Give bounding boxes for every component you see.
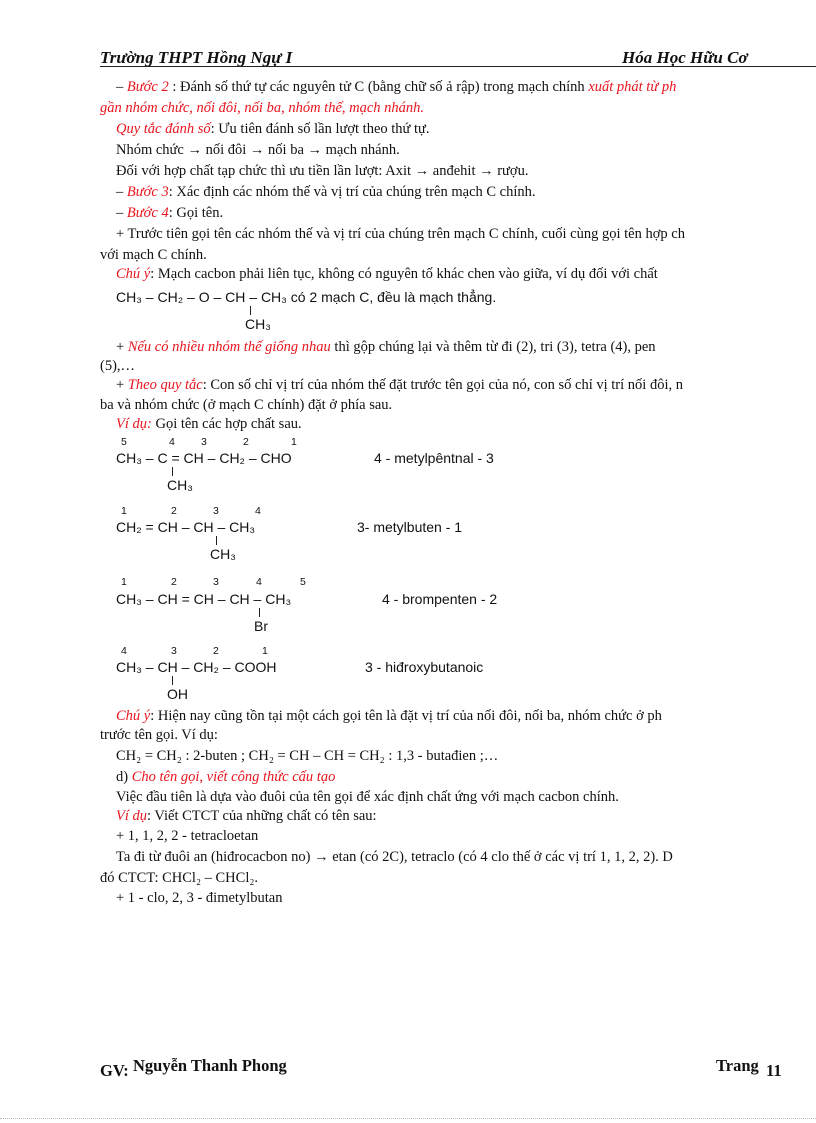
example1-name: 4 - metylpêntnal - 3 [374,450,494,466]
step3-line: – Bước 3: Xác định các nhóm thế và vị trí của chúng trên mạch C chính. [116,184,536,200]
carbon-number: 5 [300,576,306,588]
compound-1: + 1, 1, 2, 2 - tetracloetan [116,828,259,844]
note-line: Chú ý: Mạch cacbon phải liên tục, không có nguyên tố khác chen vào giữa, ví dụ đối với chất [116,266,658,282]
carbon-number: 1 [121,576,127,588]
step4-line: – Bước 4: Gọi tên. [116,205,224,221]
carbon-number: 1 [262,645,268,657]
example4-name: 3 - hiđroxybutanoic [365,659,484,675]
carbon-number: 3 [201,436,207,448]
carbon-number: 2 [213,645,219,657]
example3-branch-bond [259,608,260,617]
example4-formula: CH₃ – CH – CH₂ – COOH [116,659,277,675]
ether-branch: CH₃ [245,316,271,332]
example-intro: Ví dụ: Gọi tên các hợp chất sau. [116,416,302,432]
footer-teacher: Nguyễn Thanh Phong [133,1056,287,1075]
compound-2: + 1 - clo, 2, 3 - đimetylbutan [116,890,283,906]
priority-order: Nhóm chức → nối đôi → nối ba → mạch nhánh. [116,142,400,158]
example2-name: 3- metylbuten - 1 [357,519,463,535]
carbon-number: 3 [213,505,219,517]
carbon-number: 2 [171,505,177,517]
explanation-continued: đó CTCT: CHCl₂ – CHCl₂. [100,870,259,886]
note2-continued: trước tên gọi. Ví dụ: [100,727,218,743]
carbon-number: 2 [243,436,249,448]
school-name: Trường THPT Hồng Ngự I [100,48,293,67]
footer-gv-label: GV: [100,1061,129,1080]
example4-branch-bond [172,676,173,685]
footer-page-number: 11 [766,1061,782,1080]
carbon-number: 1 [291,436,297,448]
carbon-number: 5 [121,436,127,448]
alt-naming-examples: CH₂ = CH₂ : 2-buten ; CH₂ = CH – CH = CH₂ : 1,3 - butađien ;… [116,748,499,764]
carbon-number: 1 [121,505,127,517]
subject-title: Hóa Học Hữu Cơ [622,48,748,67]
carbon-number: 4 [256,576,262,588]
carbon-number: 3 [213,576,219,588]
section-d-heading: d) Cho tên gọi, viết công thức cấu tạo [116,769,336,785]
carbon-number: 3 [171,645,177,657]
numbering-rule: Quy tắc đánh số: Ưu tiên đánh số lần lượt theo thứ tự. [116,121,430,137]
example2-formula: CH₂ = CH – CH – CH₃ [116,519,256,535]
carbon-number: 4 [169,436,175,448]
example4-branch: OH [167,686,188,702]
example1-branch: CH₃ [167,477,193,493]
ether-branch-bond [250,306,251,315]
step2-continued: gần nhóm chức, nối đôi, nối ba, nhóm thế, mạch nhánh. [100,100,425,116]
same-substituent-line: + Nếu có nhiều nhóm thế giống nhau thì gộp chúng lại và thêm từ đi (2), tri (3), tetra (4), pen [116,339,656,355]
mixed-function-priority: Đối với hợp chất tạp chức thì ưu tiền lần lượt: Axit → anđehit → rượu. [116,163,529,179]
rule-continued: ba và nhóm chức (ở mạch C chính) đặt ở phía sau. [100,397,393,413]
same-substituent-continued: (5),… [100,358,136,374]
header-rule [100,66,816,67]
ether-formula: CH₃ – CH₂ – O – CH – CH₃ có 2 mạch C, đều là mạch thẳng. [116,289,497,305]
note2-line: Chú ý: Hiện nay cũng tồn tại một cách gọi tên là đặt vị trí của nối đôi, nối ba, nhóm chức ở ph [116,708,662,724]
example2-branch: CH₃ [210,546,236,562]
carbon-number: 4 [121,645,127,657]
footer-page-label: Trang [716,1056,759,1075]
example1-formula: CH₃ – C = CH – CH₂ – CHO [116,450,292,466]
rule-line: + Theo quy tắc: Con số chỉ vị trí của nhóm thế đặt trước tên gọi của nó, con số chỉ vị trí nối đôi, n [116,377,683,393]
carbon-number: 4 [255,505,261,517]
example1-branch-bond [172,467,173,476]
example3-formula: CH₃ – CH = CH – CH – CH₃ [116,591,292,607]
example3-name: 4 - brompenten - 2 [382,591,498,607]
carbon-number: 2 [171,576,177,588]
naming-order-continued: với mạch C chính. [100,247,207,263]
section-d-text: Việc đầu tiên là dựa vào đuôi của tên gọi để xác định chất ứng với mạch cacbon chính. [116,789,619,805]
example3-branch: Br [254,618,268,634]
example2-branch-bond [216,536,217,545]
step2-line: – Bước 2 : Đánh số thứ tự các nguyên tử C (bằng chữ số ả rập) trong mạch chính xuất phát từ ph [116,79,677,95]
example2-intro: Ví dụ: Viết CTCT của những chất có tên sau: [116,808,377,824]
naming-order-line: + Trước tiên gọi tên các nhóm thế và vị trí của chúng trên mạch C chính, cuối cùng gọi tên hợp ch [116,226,685,242]
page-bottom-border [0,1118,816,1119]
explanation-line: Ta đi từ đuôi an (hiđrocacbon no) → etan (có 2C), tetraclo (có 4 clo thế ở các vị trí 1, 1, 2, 2). D [116,849,673,865]
